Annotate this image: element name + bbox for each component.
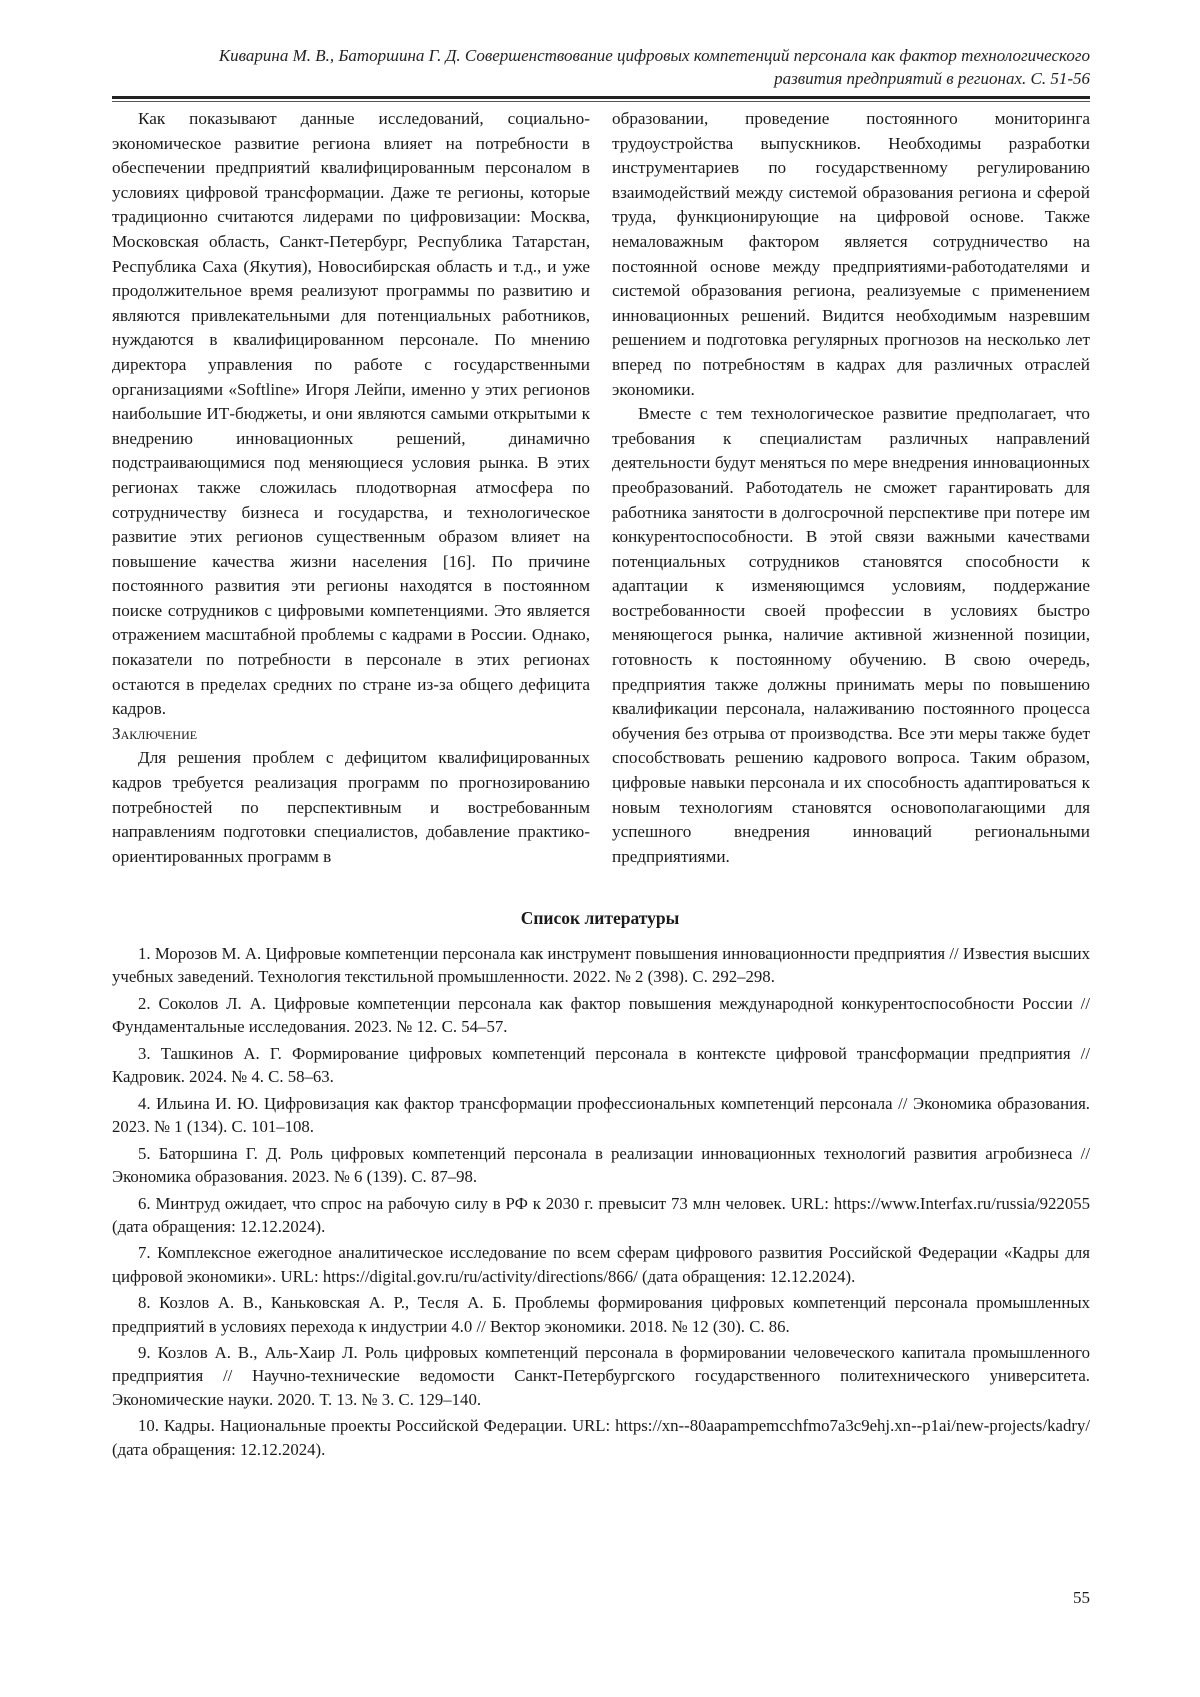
section-heading: Заключение [112,722,590,747]
reference-item: 5. Баторшина Г. Д. Роль цифровых компетенций персонала в реализации инновационных технологий развития агробизнеса // Экономика образования. 2023. № 6 (139). С. 87–98. [112,1142,1090,1188]
reference-item: 9. Козлов А. В., Аль-Хаир Л. Роль цифровых компетенций персонала в формировании человеческого капитала промышленного предприятия // Научно-технические ведомости Санкт-Петербургского государственного политехнического университета. Экономические науки. 2020. Т. 13. № 3. С. 129–140. [112,1341,1090,1411]
paragraph: Для решения проблем с дефицитом квалифицированных кадров требуется реализация программ по прогнозированию потребностей по перспективным и востребованным направлениям подготовки специалистов, добавление практико-ориентированных программ в [112,746,590,869]
left-column [112,107,590,869]
reference-item: 2. Соколов Л. А. Цифровые компетенции персонала как фактор повышения международной конкурентоспособности России // Фундаментальные исследования. 2023. № 12. С. 54–57. [112,992,1090,1038]
reference-item: 10. Кадры. Национальные проекты Российской Федерации. URL: https://xn--80aapampemcchfmo7a3c9ehj.xn--p1ai/new-projects/kadry/ (дата обращения: 12.12.2024). [112,1414,1090,1460]
reference-item: 1. Морозов М. А. Цифровые компетенции персонала как инструмент повышения инновационности предприятия // Известия высших учебных заведений. Технология текстильной промышленности. 2022. № 2 (398). С. 292–298. [112,942,1090,988]
running-header [112,44,1090,90]
page-number: 55 [1073,1588,1090,1608]
header-rule [112,96,1090,99]
paragraph: образовании, проведение постоянного мониторинга трудоустройства выпускников. Необходимы разработки инструментариев по государственному регулированию взаимодействий между системой образования региона и сферой труда, функционирующие на цифровой основе. Также немаловажным фактором является сотрудничество на постоянной основе между предприятиями-работодателями и системой образования региона, реализуемые с применением инновационных решений. Видится необходимым назревшим решением и подготовка регулярных прогнозов на несколько лет вперед по потребностям в кадрах для различных отраслей экономики. [612,107,1090,402]
running-header-line-2: развития предприятий в регионах. С. 51-56 [112,67,1090,90]
paragraph: Как показывают данные исследований, социально-экономическое развитие региона влияет на потребности в обеспечении предприятий квалифицированным персоналом в условиях цифровой трансформации. Даже те регионы, которые традиционно считаются лидерами по цифровизации: Москва, Московская область, Санкт-Петербург, Республика Татарстан, Республика Саха (Якутия), Новосибирская область и т.д., и уже продолжительное время реализуют программы по развитию и являются привлекательными для потенциальных работников, нуждаются в квалифицированном персонале. По мнению директора управления по работе с государственными организациями «Softline» Игоря Лейпи, именно у этих регионов наибольшие ИТ-бюджеты, и они являются самыми открытыми к внедрению инновационных решений, динамично подстраивающимися под меняющиеся условия рынка. В этих регионах также сложилась плодотворная атмосфера по сотрудничеству бизнеса и государства, и технологическое развитие этих регионов существенным образом влияет на повышение качества жизни населения [16]. По причине постоянного развития эти регионы находятся в постоянном поиске сотрудников с цифровыми компетенциями. Это является отражением масштабной проблемы с кадрами в России. Однако, показатели по потребности в персонале в этих регионах остаются в пределах средних по стране из-за общего дефицита кадров. [112,107,590,722]
reference-item: 7. Комплексное ежегодное аналитическое исследование по всем сферам цифрового развития Российской Федерации «Кадры для цифровой экономики». URL: https://digital.gov.ru/ru/activity/directions/866/ (дата обращения: 12.12.2024). [112,1241,1090,1287]
reference-item: 8. Козлов А. В., Каньковская А. Р., Тесля А. Б. Проблемы формирования цифровых компетенций персонала промышленных предприятий в условиях перехода к индустрии 4.0 // Вектор экономики. 2018. № 12 (30). С. 86. [112,1291,1090,1337]
references-list [112,942,1090,1464]
paragraph: Вместе с тем технологическое развитие предполагает, что требования к специалистам различных направлений деятельности будут меняться по мере внедрения инновационных преобразований. Работодатель не сможет гарантировать для работника занятости в долгосрочной перспективе при потере им конкурентоспособности. В этой связи важными качествами потенциальных сотрудников становятся способности к адаптации к изменяющимся условиям, поддержание востребованности своей профессии в условиях быстро меняющегося рынка, наличие активной жизненной позиции, готовность к постоянному обучению. В свою очередь, предприятия также должны принимать меры по повышению квалификации персонала, налаживанию постоянного процесса обучения без отрыва от производства. Все эти меры также будет способствовать решению кадрового вопроса. Таким образом, цифровые навыки персонала и их способность адаптироваться к новым технологиям становятся основополагающими для успешного внедрения инноваций региональными предприятиями. [612,402,1090,869]
references-title: Список литературы [0,908,1200,929]
reference-item: 4. Ильина И. Ю. Цифровизация как фактор трансформации профессиональных компетенций персонала // Экономика образования. 2023. № 1 (134). С. 101–108. [112,1092,1090,1138]
right-column [612,107,1090,869]
reference-item: 6. Минтруд ожидает, что спрос на рабочую силу в РФ к 2030 г. превысит 73 млн человек. URL: https://www.Interfax.ru/russia/922055 (дата обращения: 12.12.2024). [112,1192,1090,1238]
reference-item: 3. Ташкинов А. Г. Формирование цифровых компетенций персонала в контексте цифровой трансформации предприятия // Кадровик. 2024. № 4. С. 58–63. [112,1042,1090,1088]
running-header-line-1: Киварина М. В., Баторшина Г. Д. Совершенствование цифровых компетенций персонала как фактор технологического [112,44,1090,67]
header-rule-thin [112,101,1090,102]
